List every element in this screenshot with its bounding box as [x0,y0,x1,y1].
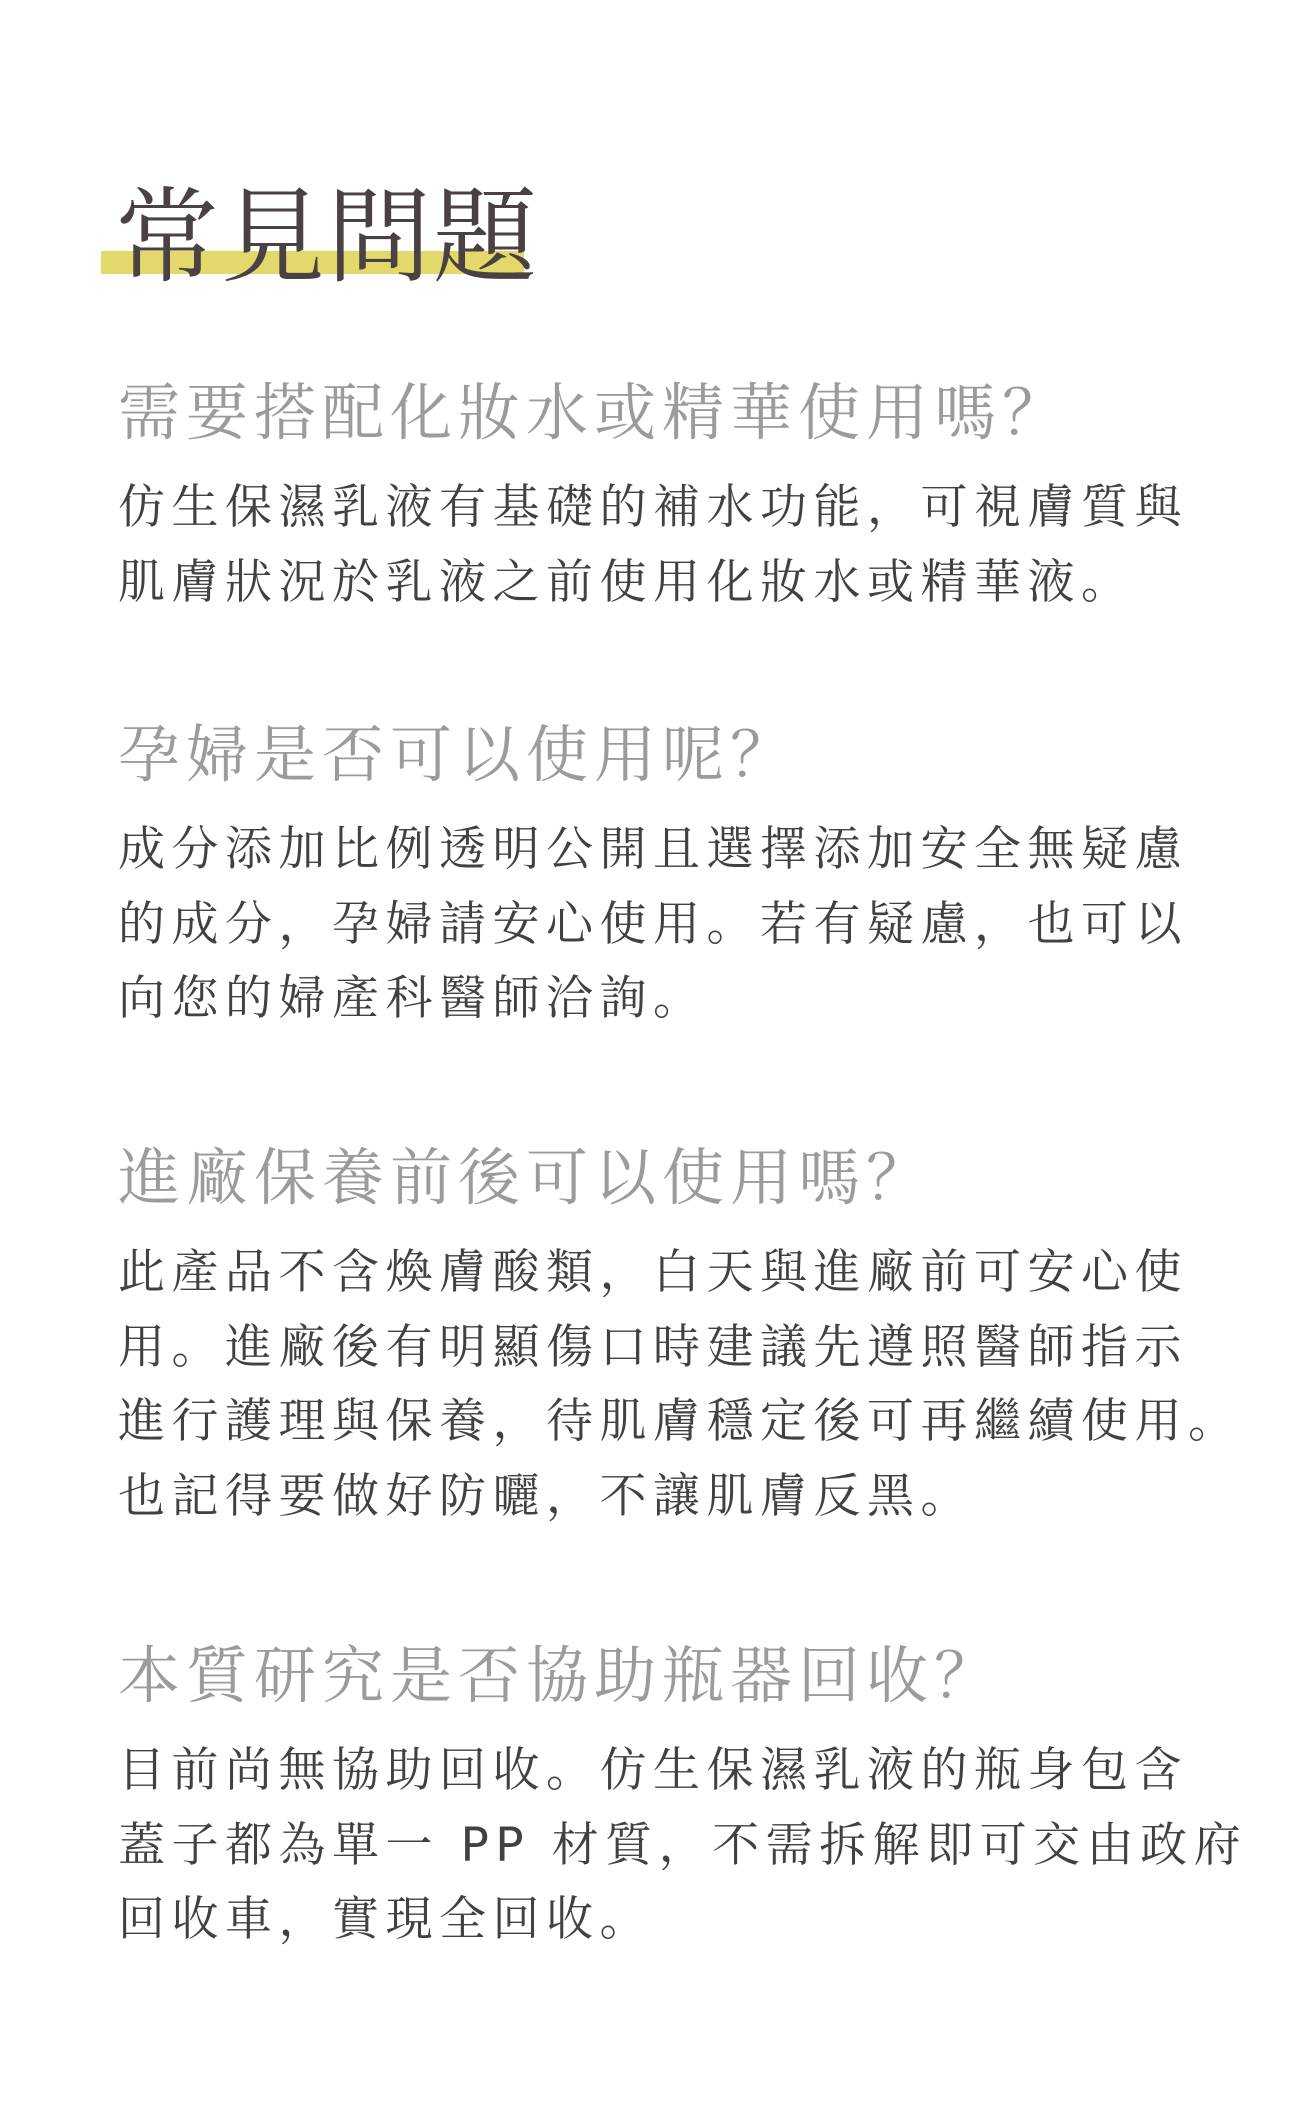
faq-question: 孕婦是否可以使用呢？ [118,718,799,791]
answer-line: 向您的婦產科醫師洽詢。 [118,971,707,1026]
answer-line: 成分添加比例透明公開且選擇添加安全無疑慮 [118,822,1188,877]
faq-item [118,373,1218,620]
answer-line: 目前尚無協助回收。仿生保濕乳液的瓶身包含 [118,1743,1188,1798]
answer-line: 用。進廠後有明顯傷口時建議先遵照醫師指示 [118,1319,1188,1375]
answer-line: 回收車，實現全回收。 [118,1892,653,1947]
faq-answer [118,1236,1242,1534]
answer-line: 蓋子都為單一 PP 材質，不需拆解即可交由政府 [118,1817,1248,1873]
faq-item [118,715,1218,1037]
answer-line: 的成分，孕婦請安心使用。若有疑慮，也可以 [118,896,1188,952]
faq-answer [118,471,1218,620]
faq-item [118,1138,1242,1534]
answer-line: 此產品不含煥膚酸類，白天與進廠前可安心使 [118,1245,1188,1300]
faq-answer [118,813,1218,1037]
faq-answer [118,1734,1248,1958]
faq-question: 需要搭配化妝水或精華使用嗎？ [118,376,1071,449]
faq-item [118,1636,1248,1958]
faq-question: 進廠保養前後可以使用嗎？ [118,1141,935,1214]
page-header [101,172,540,302]
answer-line: 肌膚狀況於乳液之前使用化妝水或精華液。 [118,554,1135,610]
answer-line: 也記得要做好防曬，不讓肌膚反黑。 [118,1468,974,1524]
answer-line: 仿生保濕乳液有基礎的補水功能，可視膚質與 [118,480,1188,535]
answer-line: 進行護理與保養，待肌膚穩定後可再繼續使用。 [118,1394,1242,1449]
faq-question: 本質研究是否協助瓶器回收？ [118,1639,1003,1712]
page-title: 常見問題 [115,176,540,298]
